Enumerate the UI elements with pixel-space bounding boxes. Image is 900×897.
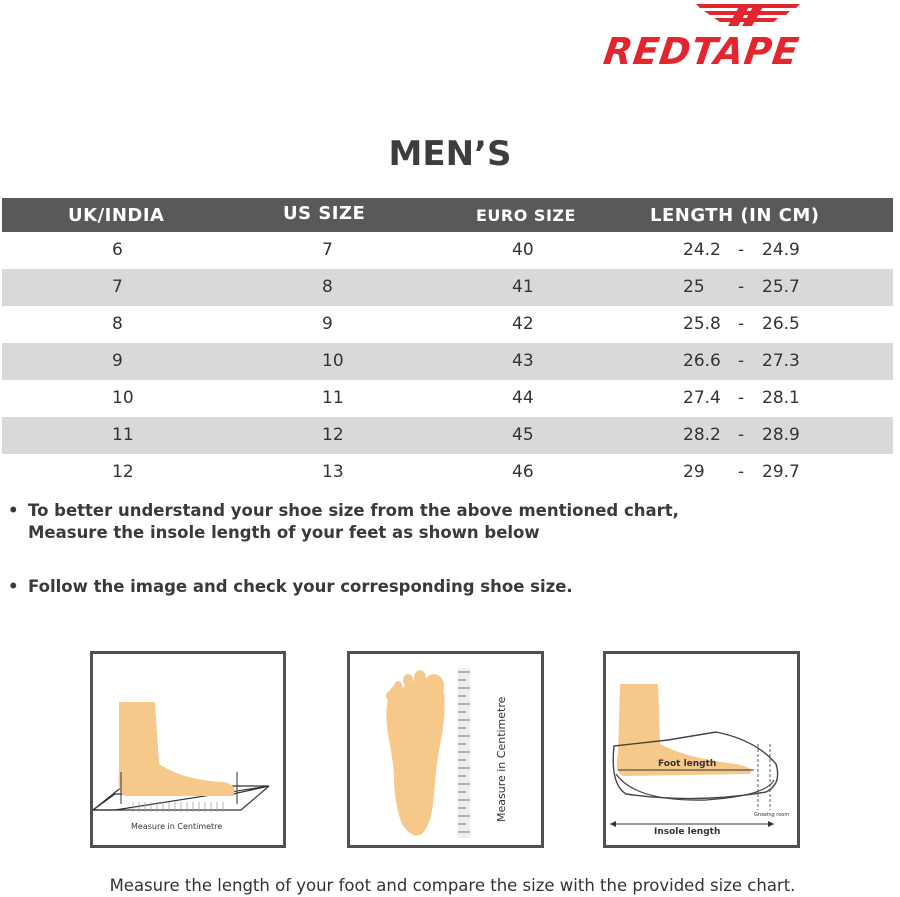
cell-euro: 46 (512, 462, 534, 482)
foot-side-illustration-icon (93, 654, 283, 845)
table-row (2, 380, 893, 417)
cell-us: 9 (322, 314, 333, 334)
table-row (2, 306, 893, 343)
cell-length-dash: - (738, 388, 745, 408)
cell-length-min: 29 (683, 462, 705, 482)
figure-foot-top (347, 651, 544, 848)
cell-length-dash: - (738, 277, 745, 297)
cell-euro: 41 (512, 277, 534, 297)
instruction-measure (8, 500, 679, 544)
cell-us: 10 (322, 351, 344, 371)
cell-uk: 11 (112, 425, 134, 445)
header-euro-size: EURO SIZE (476, 206, 576, 225)
cell-length-min: 24.2 (683, 240, 721, 260)
brand-logo: REDTAPE (600, 30, 802, 73)
cell-length-max: 29.7 (762, 462, 800, 482)
instruction-line-1: • To better understand your shoe size from the above mentioned chart, (28, 501, 679, 520)
table-row (2, 454, 893, 491)
cell-us: 8 (322, 277, 333, 297)
cell-euro: 45 (512, 425, 534, 445)
table-header (2, 198, 893, 232)
cell-length-max: 24.9 (762, 240, 800, 260)
cell-length-max: 28.9 (762, 425, 800, 445)
cell-uk: 12 (112, 462, 134, 482)
cell-length-dash: - (738, 462, 745, 482)
cell-length-dash: - (738, 351, 745, 371)
cell-euro: 40 (512, 240, 534, 260)
cell-euro: 42 (512, 314, 534, 334)
figure-foot-side (90, 651, 286, 848)
shoe-illustration-icon (606, 654, 797, 845)
header-uk-india: UK/INDIA (68, 205, 165, 226)
header-us-size: US SIZE (283, 203, 366, 224)
cell-uk: 8 (112, 314, 123, 334)
cell-length-dash: - (738, 240, 745, 260)
header-length: LENGTH (IN CM) (650, 205, 820, 226)
cell-euro: 43 (512, 351, 534, 371)
cell-uk: 9 (112, 351, 123, 371)
cell-length-min: 27.4 (683, 388, 721, 408)
cell-length-min: 25 (683, 277, 705, 297)
cell-euro: 44 (512, 388, 534, 408)
cell-uk: 10 (112, 388, 134, 408)
cell-us: 13 (322, 462, 344, 482)
cell-length-max: 26.5 (762, 314, 800, 334)
table-row (2, 269, 893, 306)
table-row (2, 417, 893, 454)
table-row (2, 232, 893, 269)
instruction-follow: • Follow the image and check your corresponding shoe size. (8, 576, 679, 598)
cell-us: 11 (322, 388, 344, 408)
table-body (2, 232, 893, 491)
fig3-foot-length: Foot length (658, 759, 717, 769)
fig1-caption: Measure in Centimetre (131, 822, 223, 831)
instructions (8, 500, 679, 598)
cell-us: 12 (322, 425, 344, 445)
cell-uk: 7 (112, 277, 123, 297)
cell-us: 7 (322, 240, 333, 260)
cell-length-max: 28.1 (762, 388, 800, 408)
cell-length-min: 26.6 (683, 351, 721, 371)
fig3-insole-length: Insole length (654, 827, 721, 837)
cell-length-min: 25.8 (683, 314, 721, 334)
cell-length-max: 27.3 (762, 351, 800, 371)
fig2-caption: Measure in Centimetre (495, 696, 508, 822)
table-row (2, 343, 893, 380)
figure-shoe (603, 651, 800, 848)
size-chart-table (2, 198, 893, 491)
fig3-growing-room: Growing room (754, 812, 790, 818)
cell-length-dash: - (738, 425, 745, 445)
cell-length-max: 25.7 (762, 277, 800, 297)
cell-uk: 6 (112, 240, 123, 260)
foot-top-illustration-icon (350, 654, 541, 845)
footer-note: Measure the length of your foot and compare the size with the provided size chart. (109, 876, 796, 895)
page-title: MEN’S (388, 134, 512, 174)
instruction-line-2: Measure the insole length of your feet as shown below (28, 523, 540, 542)
cell-length-dash: - (738, 314, 745, 334)
cell-length-min: 28.2 (683, 425, 721, 445)
